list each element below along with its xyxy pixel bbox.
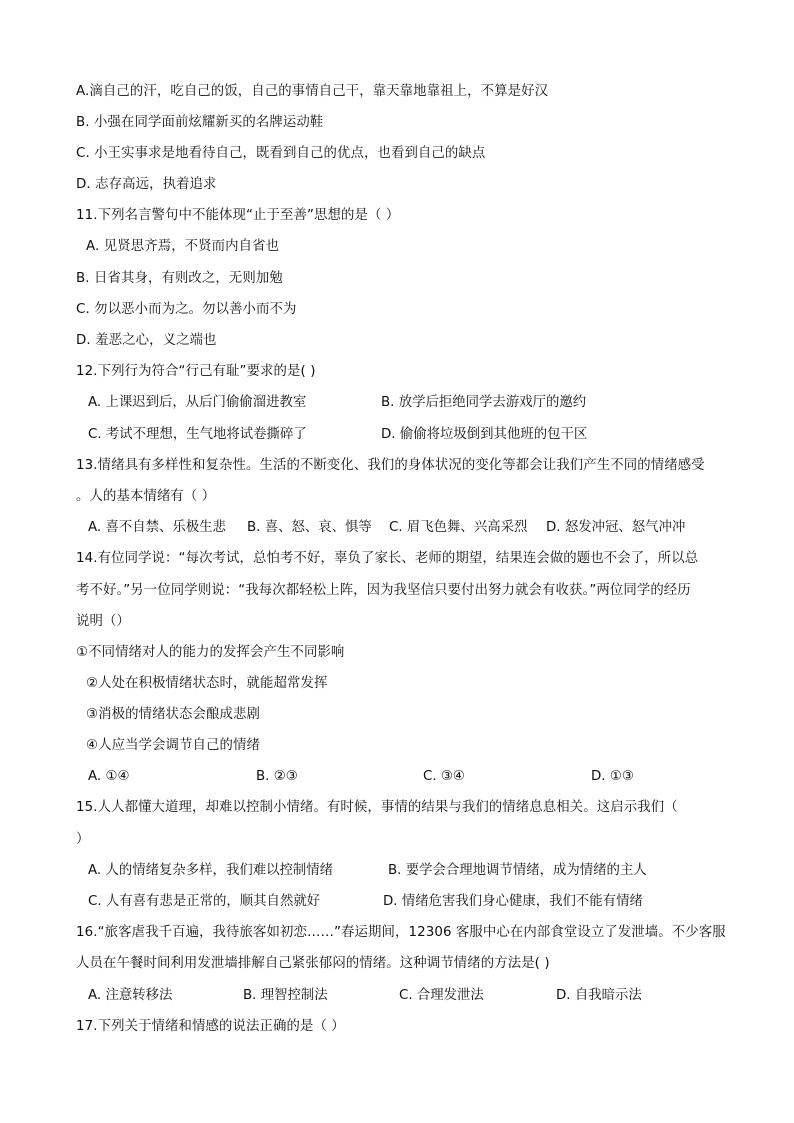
q14-statement-4: ④人应当学会调节自己的情绪 (86, 738, 260, 753)
q16-stem-line1: 16.“旅客虐我千百遍，我待旅客如初恋……”春运期间，12306 客服中心在内部食堂设立了发泄墙。不少客服 (76, 925, 726, 940)
q12-option-b: B. 放学后拒绝同学去游戏厅的邀约 (381, 395, 587, 410)
q14-stem-line2: 考不好。”另一位同学则说：“我每次都轻松上阵，因为我坚信只要付出努力就会有收获。”两位同学的经历 (76, 583, 691, 598)
q13-option-d: D. 怒发冲冠、怒气冲冲 (546, 520, 686, 535)
q12-option-d: D. 偷偷将垃圾倒到其他班的包干区 (381, 427, 588, 442)
q13-stem-line2: 。人的基本情绪有（ ） (76, 489, 216, 504)
q11-stem: 11.下列名言警句中不能体现“止于至善”思想的是（ ） (76, 208, 400, 223)
q15-option-a: A. 人的情绪复杂多样，我们难以控制情绪 (88, 863, 334, 878)
q15-stem-line1: 15.人人都懂大道理，却难以控制小情绪。有时候，事情的结果与我们的情绪息息相关。这启示我们（ (76, 800, 678, 815)
q14-stem-line1: 14.有位同学说：“每次考试，总怕考不好，辜负了家长、老师的期望，结果连会做的题也不会了，所以总 (76, 551, 699, 566)
q13-stem-line1: 13.情绪具有多样性和复杂性。生活的不断变化、我们的身体状况的变化等都会让我们产生不同的情绪感受 (76, 458, 705, 473)
q12-option-a: A. 上课迟到后，从后门偷偷溜进教室 (88, 395, 307, 410)
q16-option-b: B. 理智控制法 (243, 988, 328, 1003)
q16-stem-line2: 人员在午餐时间利用发泄墙排解自己紧张郁闷的情绪。这种调节情绪的方法是( ) (76, 956, 550, 971)
q16-option-d: D. 自我暗示法 (556, 988, 642, 1003)
q15-option-d: D. 情绪危害我们身心健康，我们不能有情绪 (383, 894, 643, 909)
q14-option-b: B. ②③ (256, 769, 298, 784)
q13-option-b: B. 喜、怒、哀、惧等 (247, 520, 372, 535)
q14-option-c: C. ③④ (423, 769, 465, 784)
q10-option-c: C. 小王实事求是地看待自己，既看到自己的优点，也看到自己的缺点 (76, 146, 486, 161)
q12-option-c: C. 考试不理想，生气地将试卷撕碎了 (88, 427, 307, 442)
q13-option-a: A. 喜不自禁、乐极生悲 (88, 520, 226, 535)
q15-option-c: C. 人有喜有悲是正常的，顺其自然就好 (88, 894, 321, 909)
q16-option-a: A. 注意转移法 (88, 988, 173, 1003)
q14-statement-1: ①不同情绪对人的能力的发挥会产生不同影响 (76, 645, 345, 660)
q13-option-c: C. 眉飞色舞、兴高采烈 (389, 520, 528, 535)
q14-statement-3: ③消极的情绪状态会酿成悲剧 (86, 707, 260, 722)
q10-option-d: D. 志存高远，执着追求 (76, 177, 217, 192)
q11-option-c: C. 勿以恶小而为之。勿以善小而不为 (76, 302, 297, 317)
q14-statement-2: ②人处在积极情绪状态时，就能超常发挥 (86, 676, 328, 691)
q15-stem-line2: ） (76, 832, 90, 847)
q11-option-b: B. 日省其身，有则改之，无则加勉 (76, 271, 283, 286)
q10-option-a: A.滴自己的汗，吃自己的饭，自己的事情自己干，靠天靠地靠祖上，不算是好汉 (76, 84, 549, 99)
q12-stem: 12.下列行为符合“行己有耻”要求的是( ) (76, 364, 316, 379)
q15-option-b: B. 要学会合理地调节情绪，成为情绪的主人 (388, 863, 647, 878)
q14-option-a: A. ①④ (88, 769, 130, 784)
q17-stem: 17.下列关于情绪和情感的说法正确的是（ ） (76, 1019, 345, 1034)
q11-option-d: D. 羞恶之心，义之端也 (76, 333, 217, 348)
q14-stem-line3: 说明（） (76, 614, 130, 629)
q16-option-c: C. 合理发泄法 (399, 988, 484, 1003)
q10-option-b: B. 小强在同学面前炫耀新买的名牌运动鞋 (76, 115, 324, 130)
q11-option-a: A. 见贤思齐焉，不贤而内自省也 (86, 239, 280, 254)
q14-option-d: D. ①③ (591, 769, 634, 784)
